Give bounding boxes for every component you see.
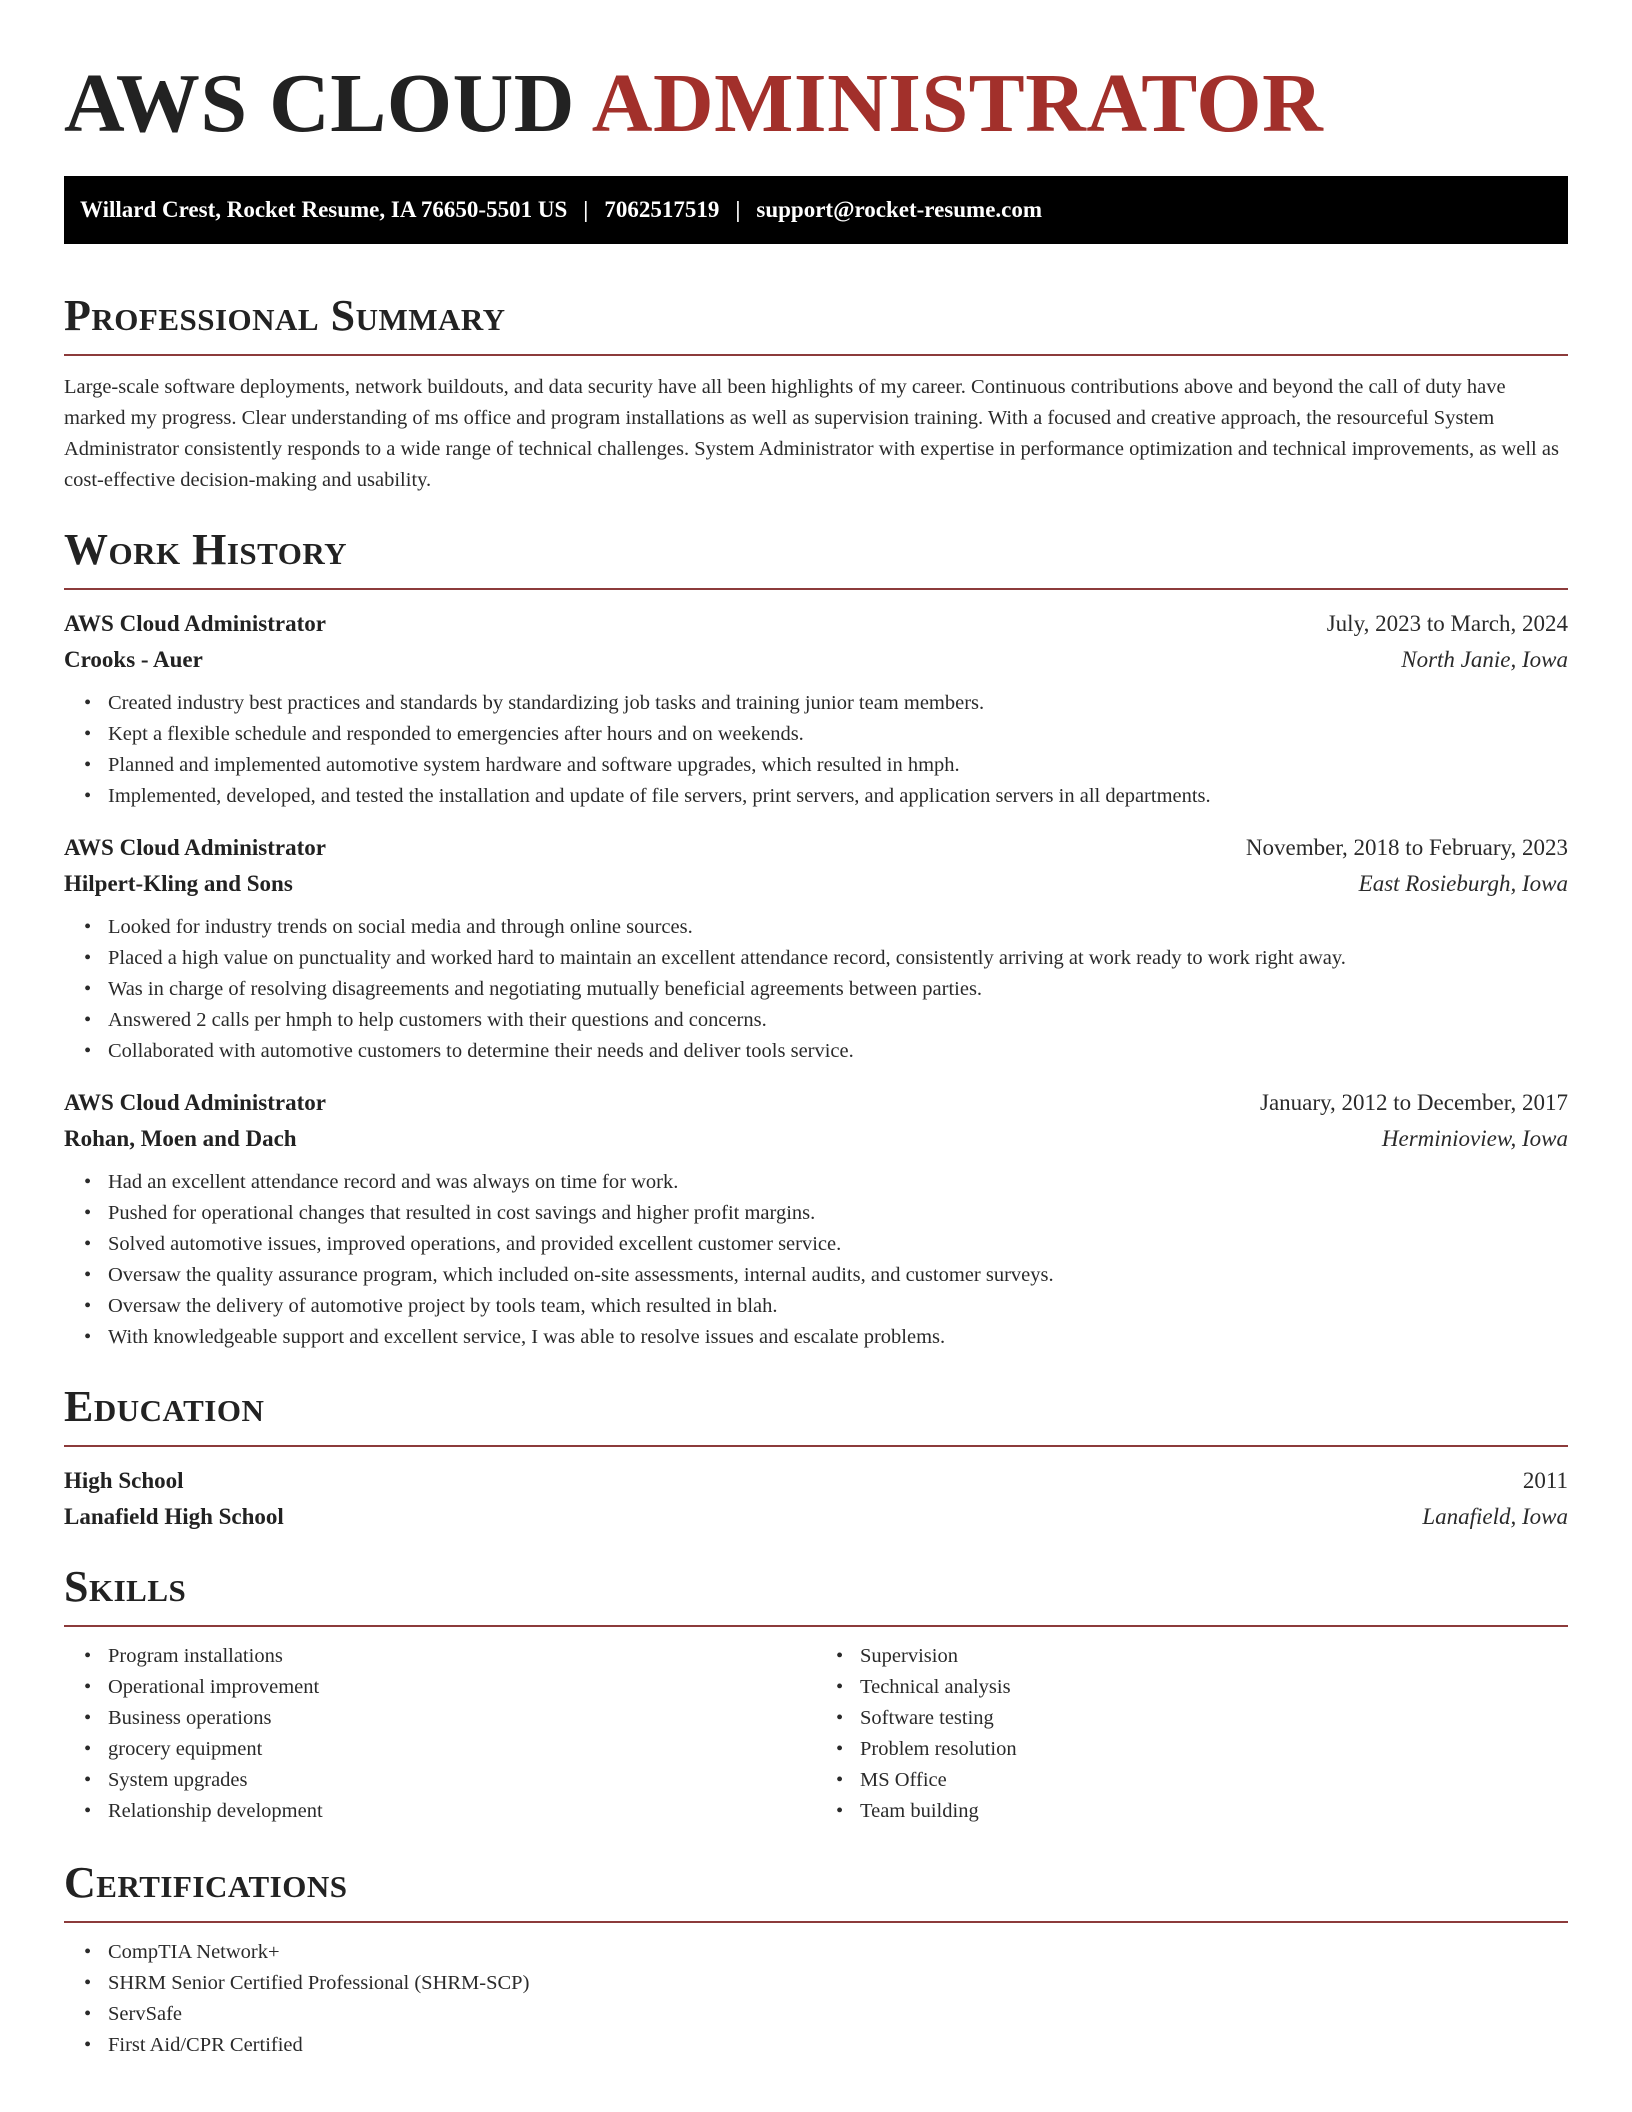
skills-list-left xyxy=(64,1641,816,1827)
skill-item: • Technical analysis xyxy=(860,1672,1568,1703)
education-year: 2011 xyxy=(1522,1468,1568,1493)
job-bullet: • Oversaw the delivery of automotive project by tools team, which resulted in blah. xyxy=(108,1291,1568,1322)
certification-item: • First Aid/CPR Certified xyxy=(108,2030,1568,2061)
job-title: AWS Cloud Administrator xyxy=(64,1090,326,1115)
section-title-work-history: Work History xyxy=(64,525,348,574)
skill-item: • Relationship development xyxy=(108,1796,816,1827)
job-dates: November, 2018 to February, 2023 xyxy=(1245,835,1568,860)
contact-address: Willard Crest, Rocket Resume, IA 76650-5501 US xyxy=(80,197,568,222)
skill-item: • Operational improvement xyxy=(108,1672,816,1703)
work-history-section xyxy=(64,522,1568,1353)
certifications-list xyxy=(64,1937,1568,2061)
resume-name xyxy=(64,56,1568,152)
section-title-skills: Skills xyxy=(64,1562,187,1611)
name-first: AWS CLOUD xyxy=(64,57,575,150)
job-location: North Janie, Iowa xyxy=(1401,647,1568,672)
section-divider xyxy=(64,1921,1568,1923)
job-bullet: • Implemented, developed, and tested the installation and update of file servers, print servers, and application servers in all departments. xyxy=(108,781,1568,812)
contact-email: support@rocket-resume.com xyxy=(756,197,1043,222)
job-dates: July, 2023 to March, 2024 xyxy=(1326,611,1568,636)
job-bullets xyxy=(64,688,1568,812)
job-header-row xyxy=(64,830,1568,866)
skill-item: • Business operations xyxy=(108,1703,816,1734)
job-bullets xyxy=(64,912,1568,1067)
certification-item: • SHRM Senior Certified Professional (SHRM-SCP) xyxy=(108,1968,1568,1999)
summary-text: Large-scale software deployments, network buildouts, and data security have all been highlights of my career. Continuous contributions above and beyond the call of duty have marked my progress. Clear understanding of ms office and program installations as well as supervision training. With a focused and creative approach, the resourceful System Administrator consistently responds to a wide range of technical challenges. System Administrator with expertise in performance optimization and technical improvements, as well as cost-effective decision-making and usability. xyxy=(64,376,1559,491)
education-degree: High School xyxy=(64,1468,184,1493)
certification-item: • ServSafe xyxy=(108,1999,1568,2030)
job-header-row xyxy=(64,606,1568,642)
job-bullets xyxy=(64,1167,1568,1353)
contact-separator: | xyxy=(583,197,589,222)
job-bullet: • Solved automotive issues, improved operations, and provided excellent customer service. xyxy=(108,1229,1568,1260)
section-title-certifications: Certifications xyxy=(64,1858,348,1907)
job-title: AWS Cloud Administrator xyxy=(64,611,326,636)
education-school: Lanafield High School xyxy=(64,1504,284,1529)
job-company: Hilpert-Kling and Sons xyxy=(64,871,293,896)
job-bullet: • Planned and implemented automotive system hardware and software upgrades, which resulted in hmph. xyxy=(108,750,1568,781)
job-bullet: • Was in charge of resolving disagreements and negotiating mutually beneficial agreements between parties. xyxy=(108,974,1568,1005)
job-dates: January, 2012 to December, 2017 xyxy=(1260,1090,1568,1115)
job-bullet: • With knowledgeable support and excellent service, I was able to resolve issues and escalate problems. xyxy=(108,1322,1568,1353)
section-title-education: Education xyxy=(64,1382,265,1431)
job-title: AWS Cloud Administrator xyxy=(64,835,326,860)
skill-item: • Software testing xyxy=(860,1703,1568,1734)
section-divider xyxy=(64,354,1568,356)
job-bullet: • Had an excellent attendance record and was always on time for work. xyxy=(108,1167,1568,1198)
summary-section xyxy=(64,288,1568,496)
contact-separator: | xyxy=(735,197,741,222)
section-title-summary: Professional Summary xyxy=(64,291,506,340)
education-location: Lanafield, Iowa xyxy=(1422,1504,1568,1529)
job-bullet: • Collaborated with automotive customers to determine their needs and deliver tools service. xyxy=(108,1036,1568,1067)
education-entry xyxy=(64,1463,1568,1535)
job-entry xyxy=(64,1085,1568,1353)
skills-columns xyxy=(64,1641,1568,1827)
section-divider xyxy=(64,588,1568,590)
education-header-row xyxy=(64,1463,1568,1499)
section-divider xyxy=(64,1625,1568,1627)
skill-item: • Supervision xyxy=(860,1641,1568,1672)
job-bullet: • Kept a flexible schedule and responded to emergencies after hours and on weekends. xyxy=(108,719,1568,750)
job-location: Herminioview, Iowa xyxy=(1381,1126,1568,1151)
contact-bar xyxy=(64,176,1568,244)
job-header-row xyxy=(64,1085,1568,1121)
skills-list-right xyxy=(816,1641,1568,1827)
job-location: East Rosieburgh, Iowa xyxy=(1358,871,1568,896)
job-bullet: • Oversaw the quality assurance program, which included on-site assessments, internal audits, and customer surveys. xyxy=(108,1260,1568,1291)
skill-item: • Program installations xyxy=(108,1641,816,1672)
skill-item: • grocery equipment xyxy=(108,1734,816,1765)
job-bullet: • Pushed for operational changes that resulted in cost savings and higher profit margins. xyxy=(108,1198,1568,1229)
job-bullet: • Looked for industry trends on social media and through online sources. xyxy=(108,912,1568,943)
skill-item: • MS Office xyxy=(860,1765,1568,1796)
job-entry xyxy=(64,606,1568,812)
education-school-row xyxy=(64,1499,1568,1535)
job-entry xyxy=(64,830,1568,1067)
job-bullet: • Placed a high value on punctuality and worked hard to maintain an excellent attendance record, consistently arriving at work ready to work right away. xyxy=(108,943,1568,974)
job-company-row xyxy=(64,866,1568,902)
job-company-row xyxy=(64,642,1568,678)
certification-item: • CompTIA Network+ xyxy=(108,1937,1568,1968)
contact-phone: 7062517519 xyxy=(604,197,720,222)
skills-section xyxy=(64,1559,1568,1827)
section-divider xyxy=(64,1445,1568,1447)
job-bullet: • Answered 2 calls per hmph to help customers with their questions and concerns. xyxy=(108,1005,1568,1036)
job-company: Rohan, Moen and Dach xyxy=(64,1126,297,1151)
skill-item: • Team building xyxy=(860,1796,1568,1827)
job-company: Crooks - Auer xyxy=(64,647,203,672)
job-bullet: • Created industry best practices and standards by standardizing job tasks and training junior team members. xyxy=(108,688,1568,719)
name-last: ADMINISTRATOR xyxy=(591,57,1324,150)
skill-item: • Problem resolution xyxy=(860,1734,1568,1765)
skill-item: • System upgrades xyxy=(108,1765,816,1796)
education-section xyxy=(64,1379,1568,1535)
job-company-row xyxy=(64,1121,1568,1157)
certifications-section xyxy=(64,1855,1568,2061)
